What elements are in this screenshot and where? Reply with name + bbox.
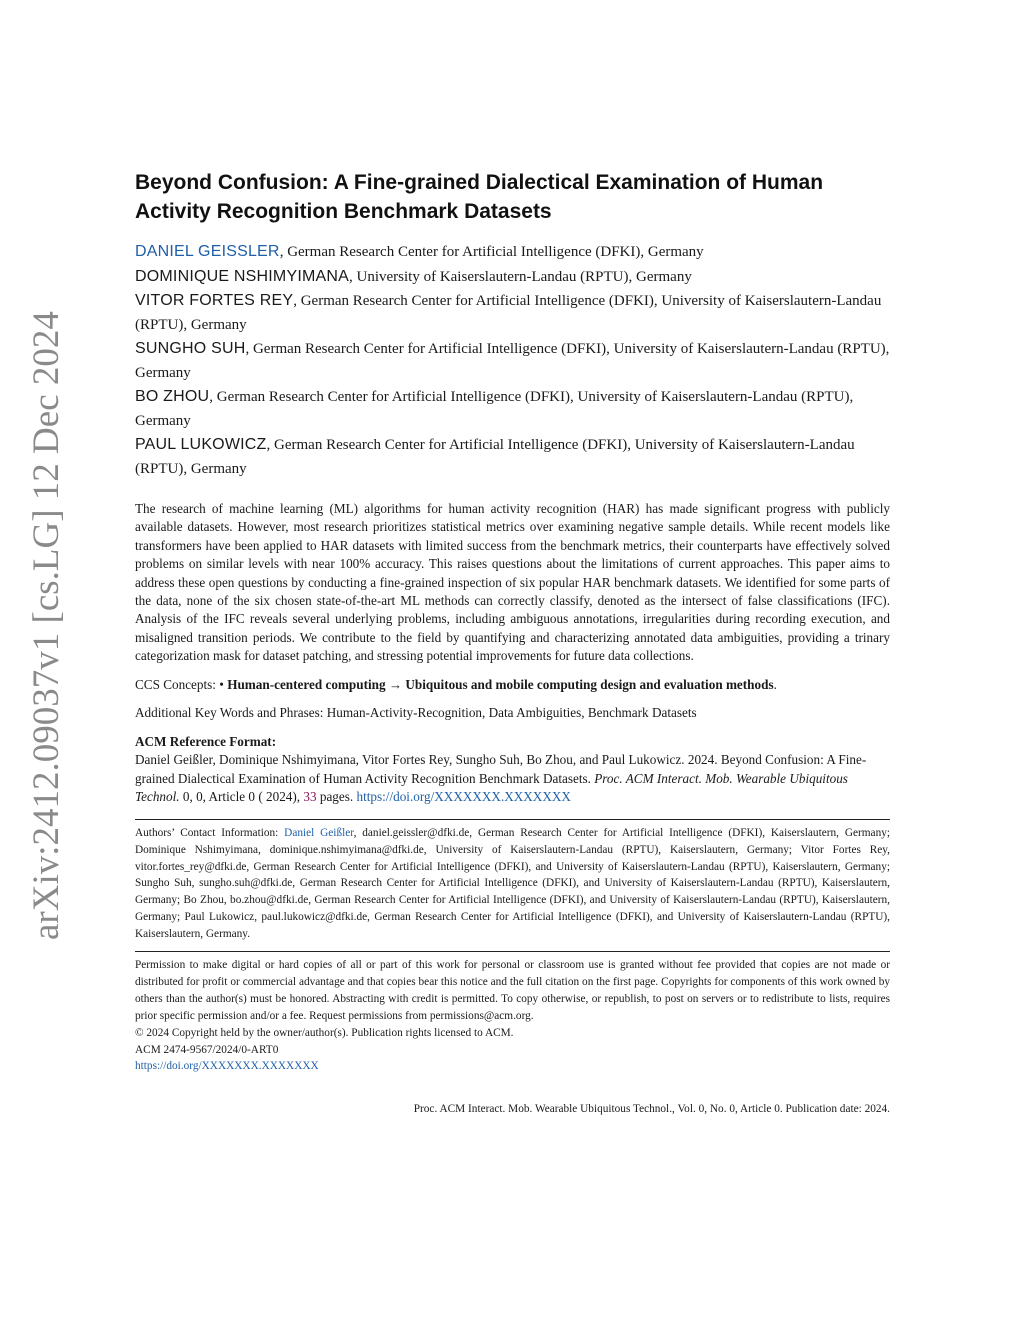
author-affiliation: , German Research Center for Artificial Intelligence (DFKI), University of Kaiserslautern-Landau (RPTU), Germany (135, 389, 854, 429)
author-affiliation: , German Research Center for Artificial Intelligence (DFKI), University of Kaiserslautern-Landau (RPTU), Germany (135, 293, 882, 333)
reference-details: 0, 0, Article 0 ( 2024), (179, 789, 304, 805)
author-entry (135, 433, 890, 481)
author-name: SUNGHO SUH (135, 340, 246, 357)
reference-format (135, 751, 890, 806)
copyright-line: © 2024 Copyright held by the owner/author(s). Publication rights licensed to ACM. (135, 1026, 514, 1039)
author-affiliation: , University of Kaiserslautern-Landau (RPTU), Germany (349, 268, 692, 285)
author-affiliation: , German Research Center for Artificial Intelligence (DFKI), University of Kaiserslautern-Landau (RPTU), Germany (135, 341, 890, 381)
reference-pages-link[interactable]: 33 (303, 789, 317, 805)
author-affiliation: , German Research Center for Artificial Intelligence (DFKI), Germany (279, 244, 704, 260)
permissions-notice: Permission to make digital or hard copies of all or part of this work for personal or classroom use is granted without fee provided that copies are not made or distributed for profit or commercial advantage and that copies bear this notice and the full citation on the first page. Copyrights for components of this work owned by others than the author(s) must be honored. Abstracting with credit is permitted. To copy otherwise, or republish, to post on servers or to redistribute to lists, requires prior specific permission and/or a fee. Request permissions from permissions@acm.org. (135, 959, 890, 1022)
author-entry (135, 385, 890, 433)
author-name: DOMINIQUE NSHIMYIMANA (135, 267, 349, 285)
page-footer: Proc. ACM Interact. Mob. Wearable Ubiquitous Technol., Vol. 0, No. 0, Article 0. Publication date: 2024. (413, 1103, 890, 1116)
reference-doi-link[interactable]: https://doi.org/XXXXXXX.XXXXXXX (356, 789, 571, 805)
doi-link[interactable]: https://doi.org/XXXXXXX.XXXXXXX (135, 1060, 319, 1073)
issn-line: ACM 2474-9567/2024/0-ART0 (135, 1043, 279, 1056)
paper-title: Beyond Confusion: A Fine-grained Dialectical Examination of Human Activity Recognition Benchmark Datasets (135, 171, 824, 223)
reference-heading: ACM Reference Format: (135, 734, 277, 750)
reference-text: Daniel Geißler, Dominique Nshimyimana, Vitor Fortes Rey, Sungho Suh, Bo Zhou, and Paul Lukowicz. 2024. Beyond Confusion: A Fine-grained Dialectical Examination of Human Activity Recognition Benchmark Datasets. (135, 752, 867, 786)
arxiv-stamp: arXiv:2412.09037v1 [cs.LG] 12 Dec 2024 (26, 311, 67, 940)
author-entry (135, 289, 890, 337)
author-name-link[interactable]: DANIEL GEISSLER (135, 243, 280, 260)
paper-first-page (135, 168, 890, 1117)
author-affiliation: , German Research Center for Artificial Intelligence (DFKI), University of Kaiserslautern-Landau (RPTU), Germany (135, 437, 855, 477)
contacts-label: Authors’ Contact Information: (135, 826, 285, 839)
author-name: BO ZHOU (135, 388, 210, 405)
contact-author-link[interactable]: Daniel Geißler (284, 826, 354, 839)
ccs-bullet: • (219, 676, 228, 692)
author-entry (135, 337, 890, 385)
abstract: The research of machine learning (ML) algorithms for human activity recognition (HAR) has made significant progress with publicly available datasets. However, most research prioritizes statistical metrics over examining negative sample details. While recent models like transformers have been applied to HAR datasets with limited success from the benchmark metrics, their counterparts have effectively solved problems on similar levels with near 100% accuracy. This raises questions about the limitations of current approaches. This paper aims to address these open questions by conducting a fine-grained inspection of six popular HAR benchmark datasets. We identified for some parts of the data, none of the six chosen state-of-the-art ML methods can correctly classify, denoted as the intersect of false classifications (IFC). Analysis of the IFC reveals several underlying problems, including ambiguous annotations, irregularities during recording execution, and misaligned transition periods. We contribute to the field by quantifying and characterizing annotated data ambiguities, providing a trinary categorization mask for dataset patching, and stressing potential improvements for future data collections. (135, 501, 890, 664)
ccs-label: CCS Concepts: (135, 676, 220, 692)
keywords: Additional Key Words and Phrases: Human-Activity-Recognition, Data Ambiguities, Benchmark Datasets (135, 705, 697, 721)
ccs-concepts (135, 676, 890, 694)
reference-journal: Proc. ACM Interact. Mob. Wearable Ubiquitous Technol. (135, 770, 848, 805)
ccs-end: . (773, 676, 777, 692)
author-entry (135, 265, 890, 290)
ccs-concept: Human-centered computing → Ubiquitous and mobile computing design and evaluation methods (227, 676, 774, 692)
author-entry (135, 240, 890, 265)
divider (135, 951, 890, 952)
author-list (135, 240, 890, 481)
divider (135, 819, 890, 820)
author-name: PAUL LUKOWICZ (135, 436, 267, 453)
author-name: VITOR FORTES REY (135, 292, 294, 309)
author-contacts (135, 825, 890, 943)
reference-pages-word: pages. (316, 789, 357, 805)
contacts-text: , daniel.geissler@dfki.de, German Research Center for Artificial Intelligence (DFKI), Kaiserslautern, Germany; Dominique Nshimyimana, dominique.nshimyimana@dfki.de, University of Kaiserslautern-Landau (RPTU), Kaiserslautern, Germany; Vitor Fortes Rey, vitor.fortes_rey@dfki.de, German Research Center for Artificial Intelligence (DFKI), and University of Kaiserslautern-Landau (RPTU), Kaiserslautern, Germany; Sungho Suh, sungho.suh@dfki.de, German Research Center for Artificial Intelligence (DFKI), and University of Kaiserslautern-Landau (RPTU), Kaiserslautern, Germany; Bo Zhou, bo.zhou@dfki.de, German Research Center for Artificial Intelligence (DFKI), and University of Kaiserslautern-Landau (RPTU), Kaiserslautern, Germany; Paul Lukowicz, paul.lukowicz@dfki.de, German Research Center for Artificial Intelligence (DFKI), and University of Kaiserslautern-Landau (RPTU), Kaiserslautern, Germany. (135, 826, 891, 941)
